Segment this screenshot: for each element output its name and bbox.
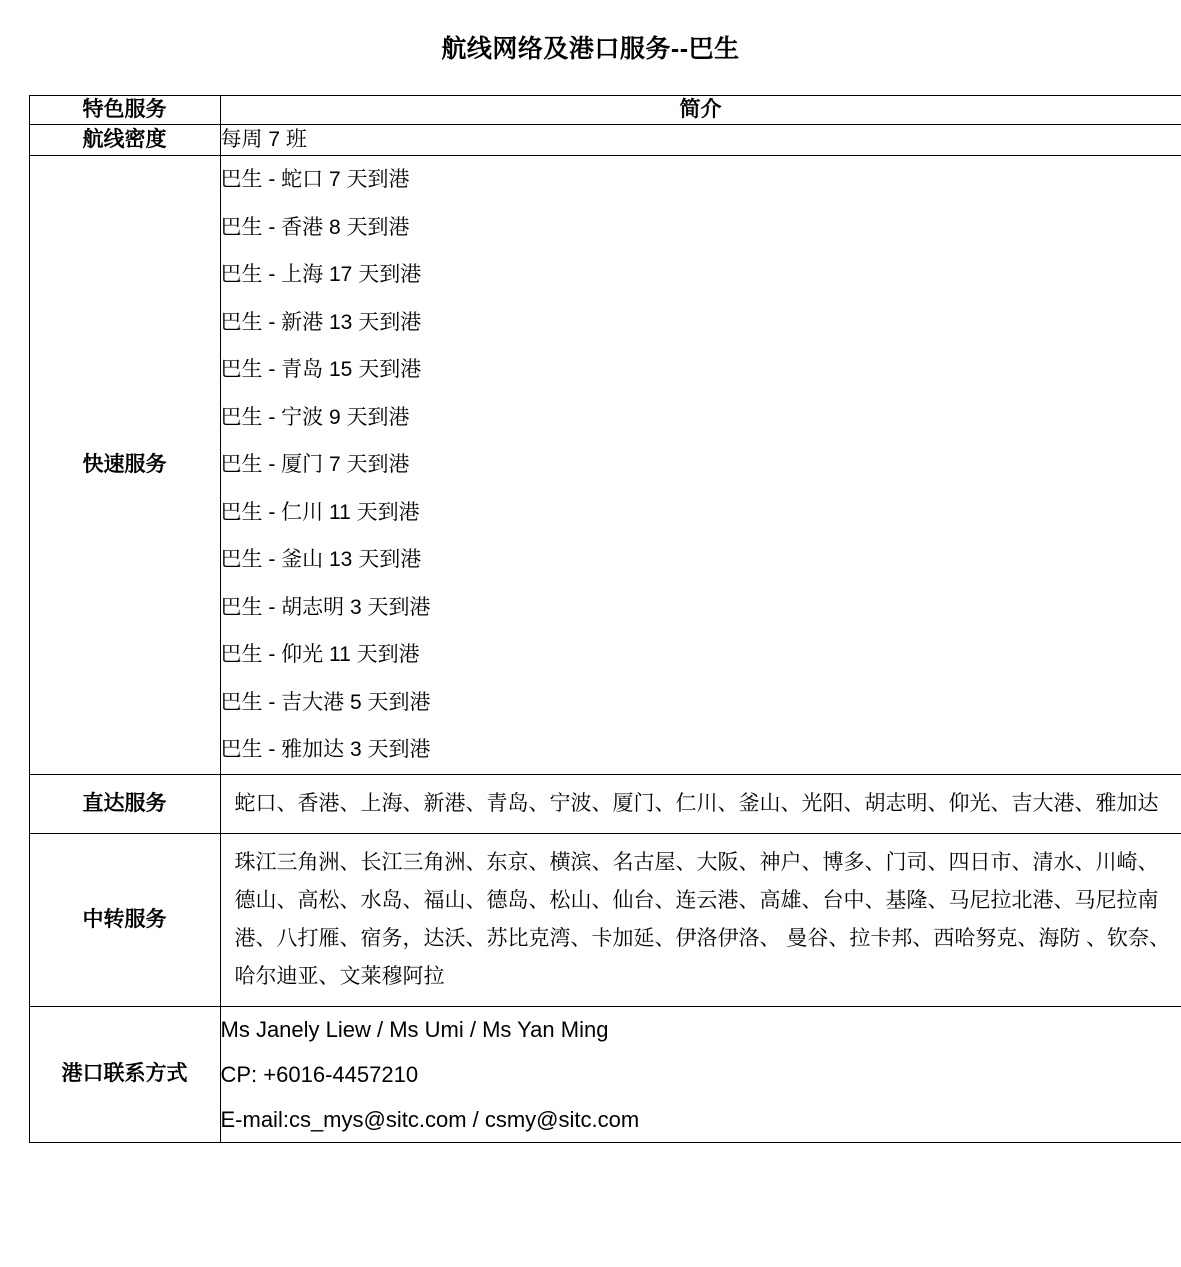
list-item: 巴生 - 蛇口 7 天到港	[220, 168, 410, 191]
list-item: 巴生 - 新港 13 天到港	[220, 310, 422, 334]
list-item: 巴生 - 仰光 11 天到港	[220, 643, 420, 666]
row-value-express-service	[220, 156, 1181, 775]
row-label-direct-service: 直达服务	[29, 774, 220, 833]
row-label-route-density: 航线密度	[29, 125, 220, 156]
list-item: 巴生 - 厦门 7 天到港	[220, 453, 410, 476]
contact-email: E-mail:cs_mys@sitc.com / csmy@sitc.com	[220, 1106, 640, 1132]
table-row	[29, 774, 1181, 833]
contact-phone: CP: +6016-4457210	[220, 1061, 419, 1087]
table-row	[29, 1006, 1181, 1142]
row-value-port-contact	[220, 1006, 1181, 1142]
list-item: 巴生 - 青岛 15 天到港	[220, 358, 422, 381]
list-item: 巴生 - 胡志明 3 天到港	[220, 595, 431, 619]
header-description: 简介	[220, 96, 1181, 125]
table-row	[29, 156, 1181, 775]
list-item: 巴生 - 宁波 9 天到港	[220, 405, 410, 429]
row-label-port-contact: 港口联系方式	[29, 1006, 220, 1142]
row-label-express-service: 快速服务	[29, 156, 220, 775]
service-table-container	[15, 64, 1171, 1143]
row-value-direct-service: 蛇口、香港、上海、新港、青岛、宁波、厦门、仁川、釜山、光阳、胡志明、仰光、吉大港、雅加达	[220, 774, 1181, 833]
table-row	[29, 833, 1181, 1006]
row-value-transshipment-service: 珠江三角洲、长江三角洲、东京、横滨、名古屋、大阪、神户、博多、门司、四日市、清水、川崎、德山、高松、水岛、福山、德岛、松山、仙台、连云港、高雄、台中、基隆、马尼拉北港、马尼拉南港、八打雁、宿务，达沃、苏比克湾、卡加延、伊洛伊洛、 曼谷、拉卡邦、西哈努克、海防 、钦奈、哈尔迪亚、文莱穆阿拉	[220, 833, 1181, 1006]
row-label-transshipment-service: 中转服务	[29, 833, 220, 1006]
list-item: 巴生 - 釜山 13 天到港	[220, 548, 422, 571]
row-value-route-density: 每周 7 班	[220, 125, 1181, 156]
list-item: 巴生 - 雅加达 3 天到港	[220, 738, 431, 761]
list-item: 巴生 - 吉大港 5 天到港	[220, 690, 431, 714]
table-row	[29, 125, 1181, 156]
table-header-row	[29, 96, 1181, 125]
page-title: 航线网络及港口服务--巴生	[441, 35, 740, 63]
list-item: 巴生 - 仁川 11 天到港	[220, 500, 420, 524]
port-service-table	[29, 95, 1181, 1143]
header-feature-service: 特色服务	[29, 96, 220, 125]
contact-names: Ms Janely Liew / Ms Umi / Ms Yan Ming	[220, 1016, 609, 1042]
list-item: 巴生 - 上海 17 天到港	[220, 263, 422, 286]
list-item: 巴生 - 香港 8 天到港	[220, 215, 410, 239]
